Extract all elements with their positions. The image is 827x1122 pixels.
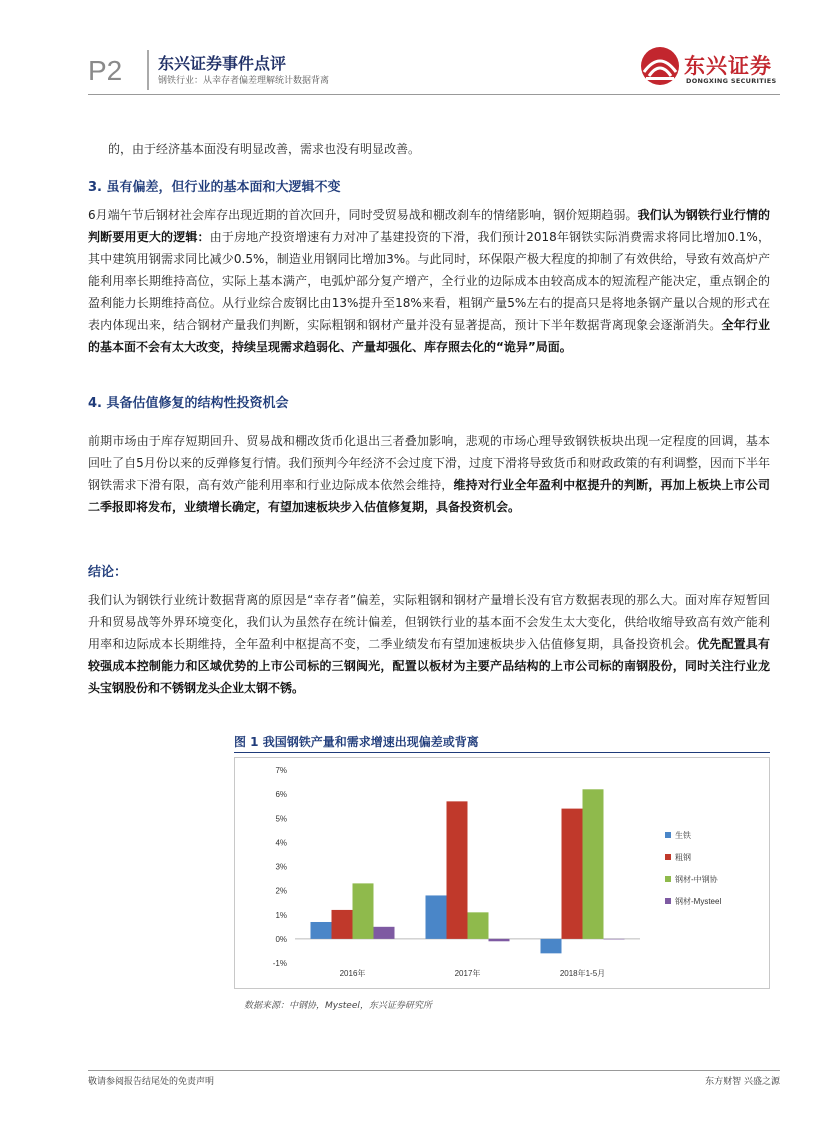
x-tick-label: 2016年: [339, 969, 366, 978]
header-rule: [88, 94, 780, 95]
paragraph-section-3: [88, 204, 770, 358]
bar-0-0: [311, 922, 332, 939]
p4-bold-b: 维持对行业全年盈利中枢提升的判断，再加上板块上市公司二季报即将发布，业绩增长确定，有望加速板块步入估值修复期，具备投资机会。: [88, 478, 770, 514]
paragraph-section-4: [88, 430, 770, 518]
logo-mark-icon: [640, 46, 680, 86]
page-number: P2: [88, 55, 123, 86]
bar-1-3: [489, 939, 510, 941]
report-type: 东兴证券事件点评: [158, 54, 287, 73]
footer-rule: [88, 1070, 780, 1071]
bar-2-2: [583, 789, 604, 939]
legend-swatch: [665, 898, 671, 904]
paragraph-conclusion: [88, 589, 770, 699]
y-tick-label: 2%: [275, 886, 287, 896]
legend-label: 钢材-中钢协: [675, 875, 718, 884]
figure-source: 数据来源：中钢协，Mysteel，东兴证券研究所: [244, 1001, 432, 1011]
y-tick-label: 7%: [275, 766, 287, 775]
legend-swatch: [665, 832, 671, 838]
bar-2-1: [562, 809, 583, 939]
y-tick-label: -1%: [272, 959, 287, 968]
p3-bold-d: 全年行业的基本面不会有太大改变，持续呈现需求趋弱化、产量却强化、库存照去化的“诡异”局面。: [88, 318, 770, 354]
y-tick-label: 0%: [275, 934, 287, 944]
x-tick-label: 2018年1-5月: [559, 969, 606, 978]
legend-label: 钢材-Mysteel: [675, 897, 722, 906]
paragraph-continuation: 的，由于经济基本面没有明显改善，需求也没有明显改善。: [108, 142, 421, 156]
bar-chart: [235, 758, 769, 988]
header-divider: [147, 50, 149, 90]
chart-container: [234, 757, 770, 989]
p3-text-a: 6月端午节后钢材社会库存出现近期的首次回升，同时受贸易战和棚改刹车的情绪影响，钢价短期趋弱。: [88, 208, 638, 222]
bar-2-0: [541, 939, 562, 953]
y-tick-label: 4%: [275, 838, 287, 848]
footer-slogan: 东方财智 兴盛之源: [705, 1077, 780, 1087]
y-tick-label: 3%: [275, 862, 287, 872]
legend-label: 生铁: [675, 831, 691, 840]
bar-0-1: [332, 910, 353, 939]
logo-text-cn: 东兴证券: [684, 54, 772, 78]
p3-text-c: 由于房地产投资增速有力对冲了基建投资的下滑，我们预计2018年钢铁实际消费需求将同比增加0.1%，其中建筑用钢需求同比减少0.5%，制造业用钢同比增加3%。与此同时，环保限产极大程度的抑制了有效供给，导致有效高炉产能利用率长期维持高位，实际上基本满产，电弧炉部分复产增产，全行业的边际成本由较高成本的短流程产能决定，重点钢企的盈利能力长期维持高位。从行业综合废钢比由13%提升至18%来看，粗钢产量5%左右的提高只是将地条钢产量以合规的形式在表内体现出来，结合钢材产量我们判断，实际粗钢和钢材产量并没有显著提高，预计下半年数据背离现象会逐渐消失。: [88, 230, 770, 332]
y-tick-label: 6%: [275, 790, 287, 800]
bar-0-3: [374, 927, 395, 939]
conclusion-heading: 结论：: [88, 565, 128, 580]
footer-disclaimer: 敬请参阅报告结尾处的免责声明: [88, 1077, 215, 1087]
bar-1-1: [447, 801, 468, 939]
bar-0-2: [353, 883, 374, 938]
bar-1-2: [468, 912, 489, 939]
figure-title-rule: [234, 752, 770, 753]
y-tick-label: 1%: [275, 910, 287, 920]
y-tick-label: 5%: [275, 814, 287, 824]
figure-title: 图 1 我国钢铁产量和需求增速出现偏差或背离: [234, 735, 479, 749]
section-heading-3: 3. 虽有偏差，但行业的基本面和大逻辑不变: [88, 180, 341, 195]
legend-swatch: [665, 876, 671, 882]
p5-text-a: 我们认为钢铁行业统计数据背离的原因是“幸存者”偏差，实际粗钢和钢材产量增长没有官方数据表现的那么大。面对库存短暂回升和贸易战等外界环境变化，我们认为虽然存在统计偏差，但钢铁行业的基本面不会发生太大变化，供给收缩导致高有效产能利用率和边际成本长期维持，全年盈利中枢提高不变，二季业绩发布有望加速板块步入估值修复期，具备投资机会。: [88, 593, 770, 651]
legend-label: 粗钢: [675, 853, 691, 862]
bar-1-0: [426, 895, 447, 938]
p4-text-a: 前期市场由于库存短期回升、贸易战和棚改货币化退出三者叠加影响，悲观的市场心理导致钢铁板块出现一定程度的回调，基本回吐了自5月份以来的反弹修复行情。我们预判今年经济不会过度下滑，过度下滑将导致货币和财政政策的有利调整，因而下半年钢铁需求下滑有限，高有效产能利用率和行业边际成本依然会维持，: [88, 434, 770, 492]
legend-swatch: [665, 854, 671, 860]
company-logo: [640, 46, 780, 88]
logo-text-en: DONGXING SECURITIES: [686, 77, 777, 85]
x-tick-label: 2017年: [454, 969, 481, 978]
report-subtitle: 钢铁行业：从幸存者偏差理解统计数据背离: [158, 76, 330, 86]
section-heading-4: 4. 具备估值修复的结构性投资机会: [88, 396, 289, 411]
p5-bold-b: 优先配置具有较强成本控制能力和区域优势的上市公司标的三钢闽光，配置以板材为主要产品结构的上市公司标的南钢股份，同时关注行业龙头宝钢股份和不锈钢龙头企业太钢不锈。: [88, 637, 770, 695]
bar-2-3: [604, 939, 625, 940]
p3-bold-b: 我们认为钢铁行业行情的判断要用更大的逻辑：: [88, 208, 770, 244]
